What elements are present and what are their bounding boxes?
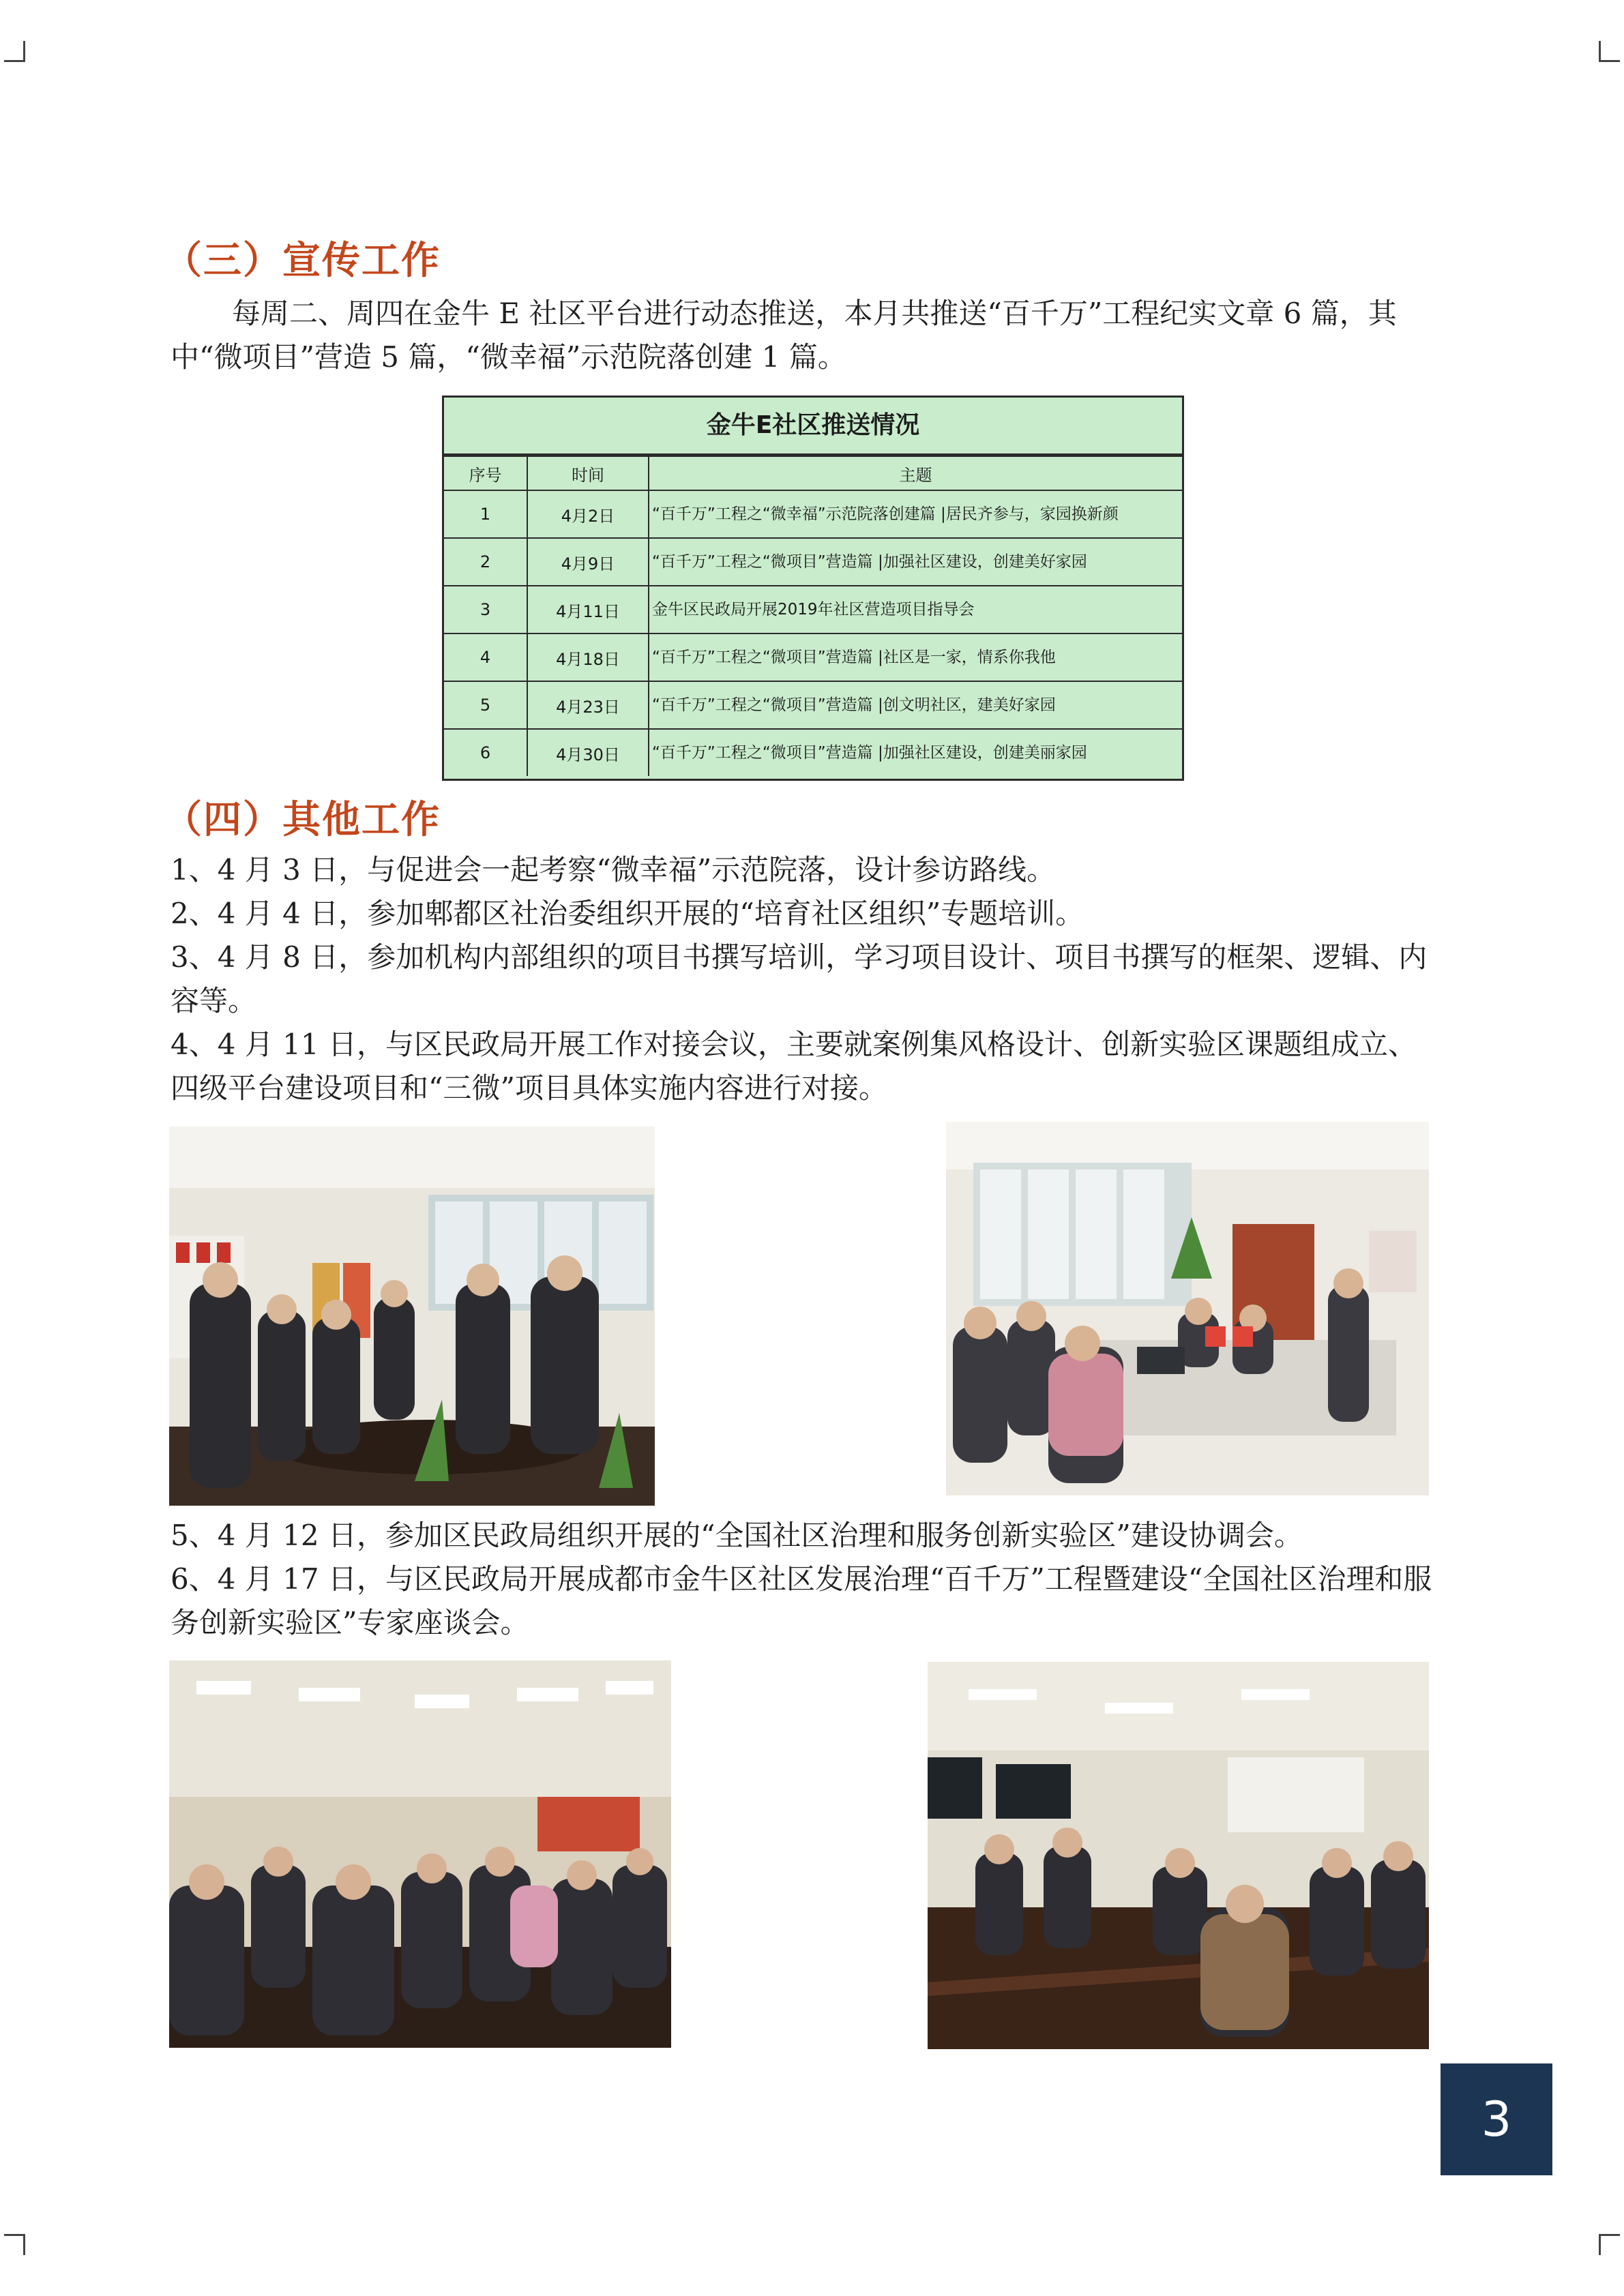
cell-topic: “百千万”工程之“微项目”营造篇 |加强社区建设，创建美好家园 <box>649 538 1182 586</box>
table-row <box>444 586 1182 633</box>
cell-no: 6 <box>444 729 527 776</box>
table-title: 金牛E社区推送情况 <box>444 398 1182 456</box>
photo-coordination-meeting <box>169 1660 671 2048</box>
other-item-2: 2、4 月 4 日，参加郫都区社治委组织开展的“培育社区组织”专题培训。 <box>171 897 1084 930</box>
cell-topic: “百千万”工程之“微项目”营造篇 |加强社区建设，创建美丽家园 <box>649 729 1182 776</box>
cell-topic: “百千万”工程之“微项目”营造篇 |社区是一家，情系你我他 <box>649 633 1182 681</box>
other-item-3: 3、4 月 8 日，参加机构内部组织的项目书撰写培训，学习项目设计、项目书撰写的框架、逻辑、内容等。 <box>171 940 1428 1017</box>
other-item-6: 6、4 月 17 日，与区民政局开展成都市金牛区社区发展治理“百千万”工程暨建设“全国社区治理和服务创新实验区”专家座谈会。 <box>171 1562 1432 1639</box>
cell-no: 1 <box>444 490 527 538</box>
page-number: 3 <box>1441 2063 1552 2175</box>
section-heading-publicity: （三）宣传工作 <box>164 239 441 283</box>
table-row <box>444 681 1182 729</box>
cell-date: 4月9日 <box>527 538 649 586</box>
table-row <box>444 729 1182 776</box>
cell-no: 4 <box>444 633 527 681</box>
crop-mark-top-right <box>1599 41 1620 62</box>
table-row <box>444 633 1182 681</box>
cell-no: 2 <box>444 538 527 586</box>
cell-no: 3 <box>444 586 527 633</box>
cell-date: 4月11日 <box>527 586 649 633</box>
cell-date: 4月23日 <box>527 681 649 729</box>
photo-training-meeting <box>946 1122 1429 1495</box>
other-item-1: 1、4 月 3 日，与促进会一起考察“微幸福”示范院落，设计参访路线。 <box>171 853 1056 886</box>
publicity-paragraph: 每周二、周四在金牛 E 社区平台进行动态推送，本月共推送“百千万”工程纪实文章 6 篇，其中“微项目”营造 5 篇，“微幸福”示范院落创建 1 篇。 <box>171 297 1397 374</box>
cell-topic: 金牛区民政局开展2019年社区营造项目指导会 <box>649 586 1182 633</box>
header-topic: 主题 <box>649 456 1182 490</box>
header-date: 时间 <box>527 456 649 490</box>
crop-mark-bottom-left <box>4 2234 25 2255</box>
other-item-4: 4、4 月 11 日，与区民政局开展工作对接会议，主要就案例集风格设计、创新实验区课题组成立、四级平台建设项目和“三微”项目具体实施内容进行对接。 <box>171 1028 1417 1105</box>
other-item-5: 5、4 月 12 日，参加区民政局组织开展的“全国社区治理和服务创新实验区”建设协调会。 <box>171 1519 1303 1552</box>
section-heading-other: （四）其他工作 <box>164 798 441 842</box>
table-row <box>444 538 1182 586</box>
cell-date: 4月30日 <box>527 729 649 776</box>
header-no: 序号 <box>444 456 527 490</box>
crop-mark-top-left <box>4 41 25 62</box>
table-row <box>444 490 1182 538</box>
cell-date: 4月2日 <box>527 490 649 538</box>
cell-topic: “百千万”工程之“微项目”营造篇 |创文明社区，建美好家园 <box>649 681 1182 729</box>
cell-topic: “百千万”工程之“微幸福”示范院落创建篇 |居民齐参与，家园换新颜 <box>649 490 1182 538</box>
photo-site-visit <box>169 1127 655 1506</box>
photo-expert-symposium <box>928 1662 1429 2049</box>
push-status-table <box>442 396 1184 781</box>
cell-date: 4月18日 <box>527 633 649 681</box>
table-header-row <box>444 456 1182 490</box>
cell-no: 5 <box>444 681 527 729</box>
crop-mark-bottom-right <box>1599 2234 1620 2255</box>
